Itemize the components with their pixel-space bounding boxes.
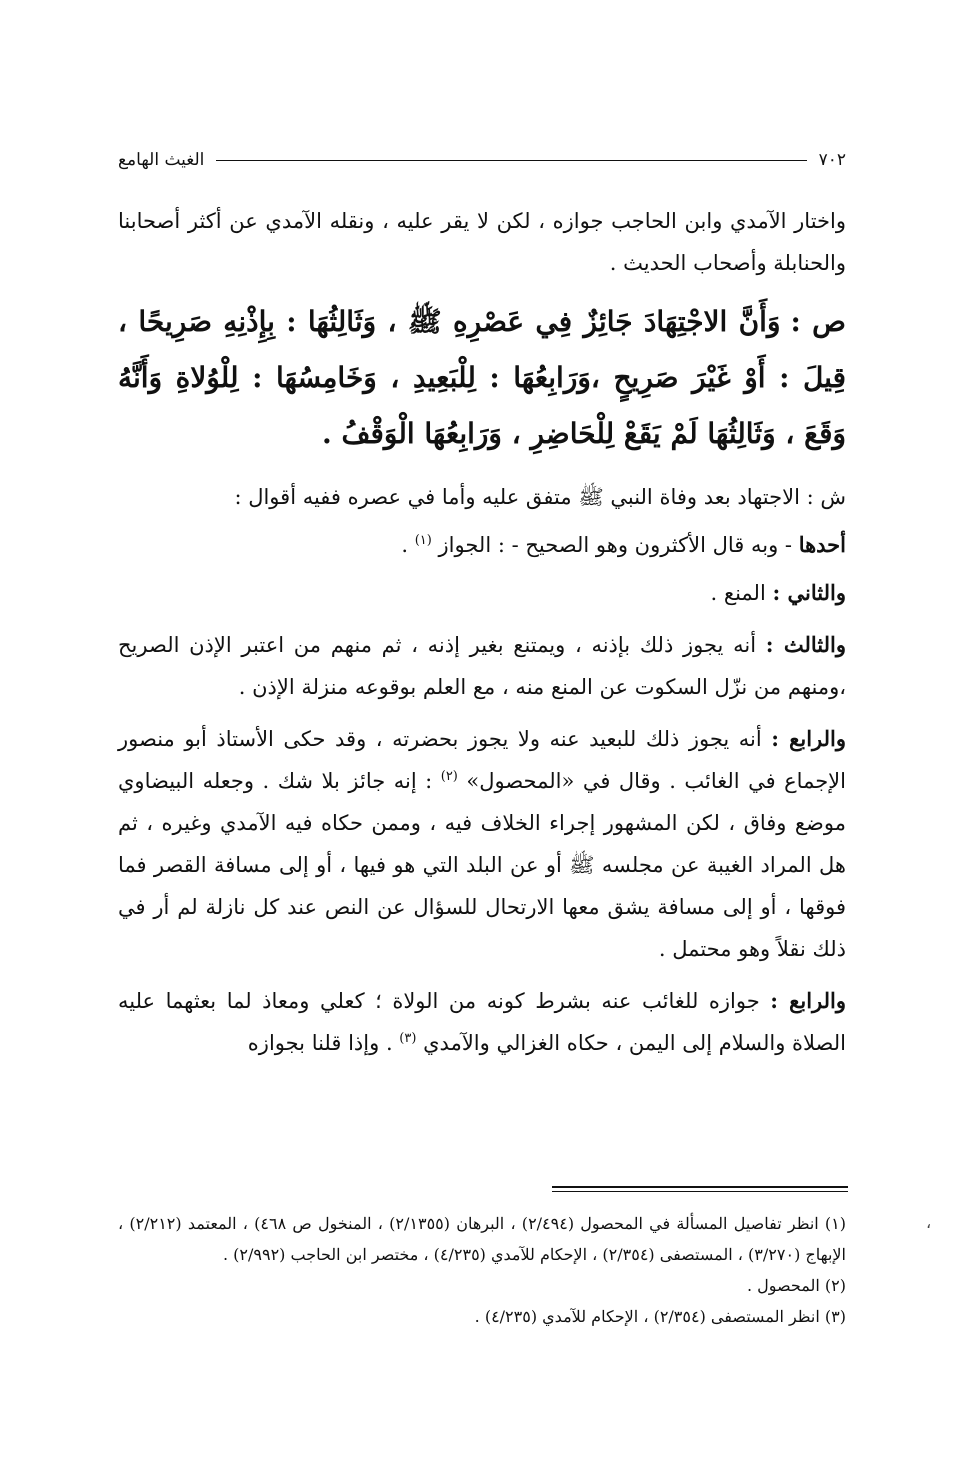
matn-prefix: ص : <box>790 305 846 338</box>
opinion-fifth-text-a: جوازه للغائب عنه بشرط كونه من الولاة ؛ كعلي ومعاذ لما بعثهما عليه الصلاة والسلام إلى اليمن ، حكاه الغزالي والآمدي <box>118 989 846 1055</box>
commentary <box>118 476 846 1064</box>
opinion-second <box>118 572 846 614</box>
opinion-first-end: . <box>401 533 415 557</box>
opinion-fourth-text-b: : إنه جائز بلا شك . وجعله البيضاوي موضع وفاق ، لكن المشهور إجراء الخلاف فيه ، وممن حكاه فيه الآمدي وغيره ، ثم هل المراد الغيبة عن مجلسه ﷺ أو عن البلد التي هو فيها ، أو إلى مسافة القصر فما فوقها ، أو إلى مسافة يشق معها الارتحال للسؤال عن النص عند كل نازلة لم أر في ذلك نقلاً وهو محتمل . <box>118 769 846 961</box>
opinion-fifth-text-b: . وإذا قلنا بجوازه <box>247 1031 400 1055</box>
page-number: ٧٠٢ <box>818 150 846 170</box>
opinion-first <box>118 524 846 566</box>
commentary-intro: ش : الاجتهاد بعد وفاة النبي ﷺ متفق عليه وأما في عصره ففيه أقوال : <box>234 485 846 509</box>
footnotes <box>118 1208 846 1332</box>
footnote-3: (٣) انظر المستصفى (٢/٣٥٤) ، الإحكام للآمدي (٤/٢٣٥) . <box>474 1307 846 1326</box>
intro-paragraph: واختار الآمدي وابن الحاجب جوازه ، لكن لا يقر عليه ، ونقله الآمدي عن أكثر أصحابنا والحنابلة وأصحاب الحديث . <box>118 209 846 275</box>
footnote-1: (١) انظر تفاصيل المسألة في المحصول (٢/٤٩٤) ، البرهان (٢/١٣٥٥) ، المنخول ص ٤٦٨) ، المعتمد (٢/٢١٢) ، الإبهاج (٣/٢٧٠) ، المستصفى (٢/٣٥٤) ، الإحكام للآمدي (٤/٢٣٥) ، مختصر ابن الحاجب (٢/٩٩٢) . <box>118 1214 847 1264</box>
footnote-2: (٢) المحصول . <box>746 1276 846 1295</box>
main-text <box>118 200 846 1070</box>
footnote-ref-3: (٣) <box>399 1031 417 1046</box>
page-header <box>118 146 846 174</box>
opinion-second-text: المنع . <box>710 581 773 605</box>
opinion-fourth <box>118 718 846 970</box>
header-rule <box>216 160 806 161</box>
opinion-second-label: والثاني : <box>772 580 846 605</box>
opinion-first-label: أحدها <box>798 532 846 557</box>
opinion-fourth-label: والرابع : <box>771 726 846 751</box>
opinion-third-label: والثالث : <box>765 632 846 657</box>
running-title: الغيث الهامع <box>118 150 205 170</box>
matn-paragraph <box>118 294 846 462</box>
opinion-fifth <box>118 980 846 1064</box>
footnote-ref-1: (١) <box>414 533 432 548</box>
matn-text: وَأَنَّ الاجْتِهَادَ جَائِزٌ فِي عَصْرِهِ ﷺ ، وَثَالِثُهَا : بِإِذْنِهِ صَرِيحًا ، قِيلَ : أَوْ غَيْرَ صَرِيحٍ ،وَرَابِعُهَا : لِلْبَعِيدِ ، وَخَامِسُهَا : لِلْوُلاةِ وَأَنَّهُ وَقَعَ ، وَثَالِثُهَا لَمْ يَقَعْ لِلْحَاضِرِ ، وَرَابِعُهَا الْوَقْفُ . <box>118 305 846 450</box>
opinion-third <box>118 624 846 708</box>
margin-mark: ، <box>926 1213 932 1232</box>
footnote-ref-2: (٢) <box>440 769 458 784</box>
opinion-fifth-label: والرابع : <box>770 988 846 1013</box>
footnote-separator <box>552 1186 848 1192</box>
opinion-fourth-text-a: أنه يجوز ذلك للبعيد عنه ولا يجوز بحضرته ، وقد حكى الأستاذ أبو منصور الإجماع في الغائب . وقال في «المحصول» <box>118 727 846 793</box>
opinion-third-text: أنه يجوز ذلك بإذنه ، ويمتنع بغير إذنه ، ثم منهم من اعتبر الإذن الصريح ،ومنهم من نزّل السكوت عن المنع منه ، مع العلم بوقوعه منزلة الإذن . <box>118 633 846 699</box>
opinion-first-text: - وبه قال الأكثرون وهو الصحيح - : الجواز <box>431 533 799 557</box>
